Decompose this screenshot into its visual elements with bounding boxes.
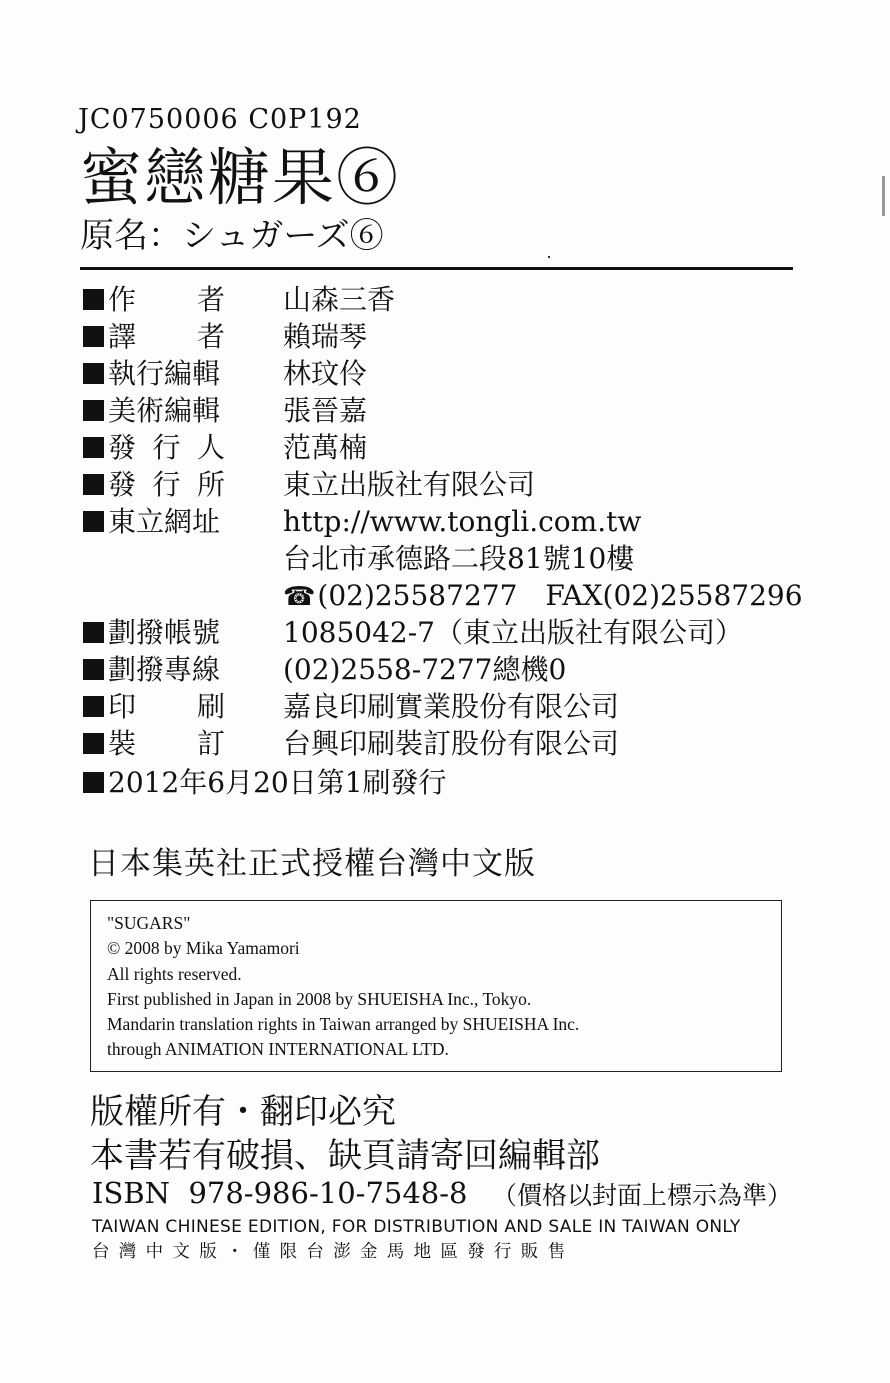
- credit-row-author: [83, 281, 803, 318]
- isbn-number: ISBN 978-986-10-7548-8: [92, 1176, 468, 1210]
- original-title: 原名：シュガーズ⑥: [80, 216, 384, 256]
- credit-label: [108, 503, 225, 540]
- bullet-square-icon: [83, 326, 104, 347]
- label-text: 東立網址: [108, 505, 221, 538]
- license-statement: 日本集英社正式授權台灣中文版: [88, 846, 536, 882]
- label-char: 者: [196, 320, 225, 353]
- copyright-line: © 2008 by Mika Yamamori: [107, 938, 300, 959]
- publication-date-text: 2012年6月20日第1刷發行: [108, 766, 447, 799]
- credit-row-art-editor: [83, 392, 803, 429]
- label-char: 所: [196, 468, 225, 501]
- isbn-row: [92, 1176, 792, 1212]
- label-char: 譯: [108, 320, 137, 353]
- bullet-square-icon: [83, 659, 104, 680]
- credit-value: 台興印刷裝訂股份有限公司: [283, 727, 620, 760]
- bullet-square-icon: [83, 511, 104, 532]
- credit-row-giro-line: [83, 651, 803, 688]
- credit-value: 賴瑞琴: [283, 320, 368, 353]
- price-note: （價格以封面上標示為準）: [491, 1181, 792, 1210]
- credit-value: 范萬楠: [283, 431, 368, 464]
- credit-row-giro-account: [83, 614, 803, 651]
- telephone-icon: ☎: [283, 582, 316, 612]
- credit-row-exec-editor: [83, 355, 803, 392]
- label-text: 美術編輯: [108, 394, 221, 427]
- label-char: 發: [108, 468, 137, 501]
- label-char: 裝: [108, 727, 137, 760]
- credit-row-publisher: [83, 429, 803, 466]
- credit-label: [108, 651, 225, 688]
- credit-label: [108, 725, 225, 762]
- credit-value: 山森三香: [283, 283, 396, 316]
- title-divider: [80, 267, 793, 270]
- bullet-square-icon: [83, 733, 104, 754]
- copyright-box: [90, 900, 782, 1072]
- credit-value: 1085042-7（東立出版社有限公司）: [283, 616, 743, 649]
- credit-value: 林玟伶: [283, 357, 368, 390]
- credit-label: [108, 392, 225, 429]
- label-char: 行: [152, 468, 181, 501]
- bullet-square-icon: [83, 437, 104, 458]
- credit-row-printer: [83, 688, 803, 725]
- label-char: 印: [108, 690, 137, 723]
- website-link[interactable]: http://www.tongli.com.tw: [283, 505, 642, 538]
- credit-row-publishing-house: [83, 466, 803, 503]
- bullet-square-icon: [83, 772, 104, 793]
- phone-row: [83, 577, 803, 614]
- rights-line-1: 版權所有・翻印必究: [90, 1092, 396, 1132]
- phone-text: (02)25587277 FAX(02)25587296: [317, 579, 803, 612]
- credit-value: 張晉嘉: [283, 394, 368, 427]
- edition-notice-en: TAIWAN CHINESE EDITION, FOR DISTRIBUTION AND SALE IN TAIWAN ONLY: [92, 1217, 741, 1237]
- label-text: 執行編輯: [108, 357, 221, 390]
- copyright-line: All rights reserved.: [107, 963, 242, 984]
- bullet-square-icon: [83, 696, 104, 717]
- label-char: 行: [152, 431, 181, 464]
- label-char: 人: [196, 431, 225, 464]
- label-char: 作: [108, 283, 137, 316]
- address-text: 台北市承德路二段81號10樓: [283, 542, 635, 575]
- book-title: 蜜戀糖果⑥: [80, 141, 401, 214]
- publication-date: [83, 764, 447, 801]
- bullet-square-icon: [83, 363, 104, 384]
- credit-label: [108, 281, 225, 318]
- credit-row-binder: [83, 725, 803, 762]
- address-row: [83, 540, 803, 577]
- bullet-square-icon: [83, 622, 104, 643]
- edition-notice-zh: 台灣中文版・僅限台澎金馬地區發行販售: [92, 1242, 575, 1262]
- copyright-line: Mandarin translation rights in Taiwan arranged by SHUEISHA Inc.: [107, 1014, 580, 1035]
- credit-label: [108, 355, 225, 392]
- label-char: 訂: [196, 727, 225, 760]
- label-text: 劃撥專線: [108, 653, 221, 686]
- credit-value: 嘉良印刷實業股份有限公司: [283, 690, 620, 723]
- speck: [548, 256, 550, 258]
- catalog-code: JC0750006 C0P192: [78, 104, 362, 135]
- page-edge-mark: [882, 176, 885, 216]
- credit-value: 東立出版社有限公司: [283, 468, 536, 501]
- credit-label: [108, 429, 225, 466]
- credit-label: [108, 688, 225, 725]
- bullet-square-icon: [83, 474, 104, 495]
- bullet-square-icon: [83, 289, 104, 310]
- bullet-square-icon: [83, 400, 104, 421]
- credit-label: [108, 614, 225, 651]
- label-char: 發: [108, 431, 137, 464]
- credits-list: [83, 281, 803, 762]
- copyright-line: "SUGARS": [107, 913, 191, 933]
- rights-notice: [90, 1090, 600, 1178]
- label-text: 劃撥帳號: [108, 616, 221, 649]
- label-char: 刷: [196, 690, 225, 723]
- copyright-line: through ANIMATION INTERNATIONAL LTD.: [107, 1039, 449, 1060]
- label-char: 者: [196, 283, 225, 316]
- phone-fax: [283, 577, 803, 616]
- rights-line-2: 本書若有破損、缺頁請寄回編輯部: [90, 1136, 600, 1176]
- credit-label: [108, 318, 225, 355]
- credit-row-translator: [83, 318, 803, 355]
- credit-row-website: [83, 503, 803, 540]
- credit-value: (02)2558-7277總機0: [283, 653, 567, 686]
- credit-label: [108, 466, 225, 503]
- copyright-line: First published in Japan in 2008 by SHUEISHA Inc., Tokyo.: [107, 988, 532, 1009]
